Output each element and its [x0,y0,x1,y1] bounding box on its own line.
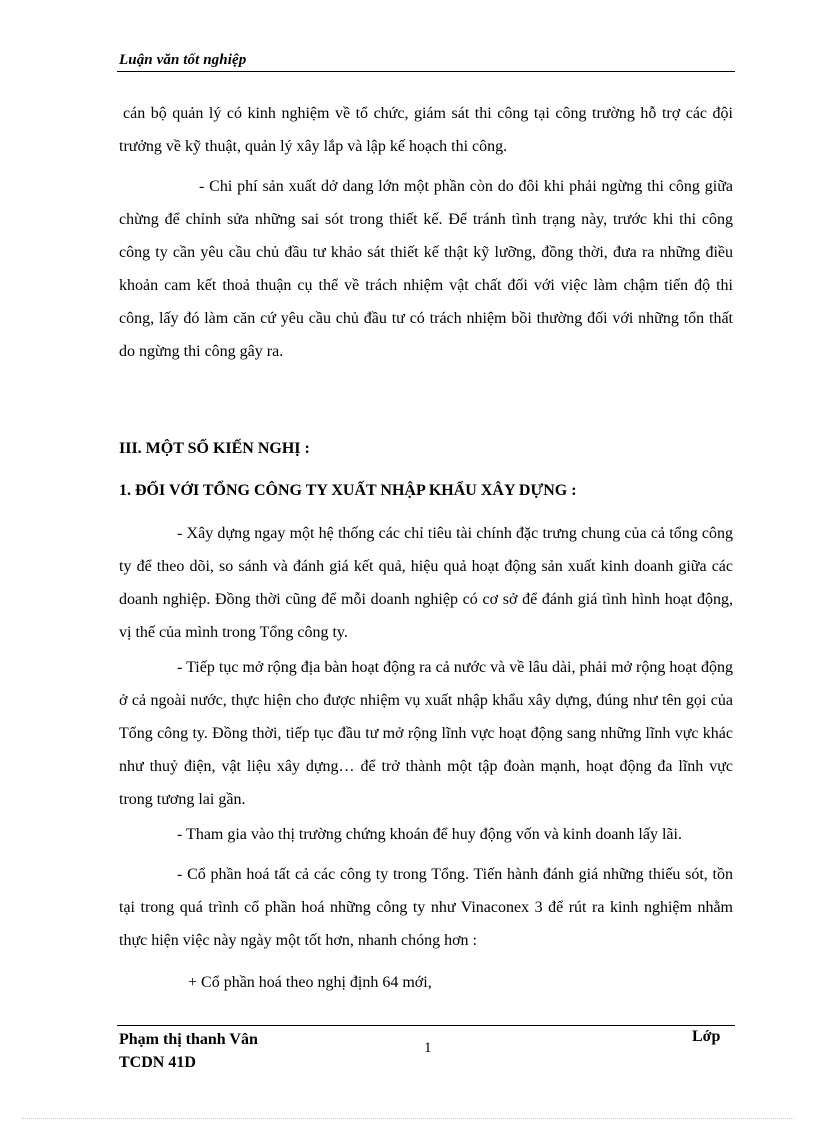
paragraph-text: cán bộ quản lý có kinh nghiệm về tổ chức, giám sát thi công tại công trường hỗ trợ các đội trưởng về kỹ thuật, quản lý xây lắp và lập kế hoạch thi công. [119,105,733,155]
paragraph-6 [119,858,733,957]
subsection-heading: 1. ĐỐI VỚI TỔNG CÔNG TY XUẤT NHẬP KHẨU XÂY DỰNG : [119,482,577,499]
paragraph-text: - Chi phí sản xuất dở dang lớn một phần còn do đôi khi phải ngừng thi công giữa chừng để chỉnh sửa những sai sót trong thiết kế. Để tránh tình trạng này, trước khi thi công công ty cần yêu cầu chủ đầu tư khảo sát thiết kế thật kỹ lưỡng, đồng thời, đưa ra những điều khoản cam kết thoả thuận cụ thể về trách nhiệm vật chất đối với việc làm chậm tiến độ thi công, lấy đó làm căn cứ yêu cầu chủ đầu tư có trách nhiệm bồi thường đối với những tổn thất do ngừng thi công gây ra. [119,178,733,360]
page-number: 1 [424,1040,432,1056]
paragraph-text: - Cổ phần hoá tất cả các công ty trong Tổng. Tiến hành đánh giá những thiếu sót, tồn tại trong quá trình cổ phần hoá những công ty như Vinaconex 3 để rút ra kinh nghiệm nhằm thực hiện việc này ngày một tốt hơn, nhanh chóng hơn : [119,866,733,949]
paragraph-3 [119,517,733,649]
paragraph-text: - Tham gia vào thị trường chứng khoán để huy động vốn và kinh doanh lấy lãi. [177,826,682,843]
paragraph-7 [188,966,728,999]
paragraph-1 [119,97,733,163]
paragraph-text: + Cổ phần hoá theo nghị định 64 mới, [188,974,432,991]
footer-author-name: Phạm thị thanh Vân [119,1031,258,1048]
section-heading: III. MỘT SỐ KIẾN NGHỊ : [119,440,310,457]
running-header-title: Luận văn tốt nghiệp [119,52,247,68]
header-divider [117,71,735,72]
paragraph-text: - Tiếp tục mở rộng địa bàn hoạt động ra cả nước và về lâu dài, phải mở rộng hoạt động ở cả ngoài nước, thực hiện cho được nhiệm vụ xuất nhập khẩu xây dựng, đúng như tên gọi của Tổng công ty. Đồng thời, tiếp tục đầu tư mở rộng lĩnh vực hoạt động sang những lĩnh vực khác như thuỷ điện, vật liệu xây dựng… để trở thành một tập đoàn mạnh, hoạt động đa lĩnh vực trong tương lai gần. [119,659,733,808]
footer-author-class: TCDN 41D [119,1054,196,1071]
paragraph-2 [119,170,733,368]
page-bottom-edge [22,1118,794,1119]
footer-class-label: Lớp [692,1028,721,1045]
footer-divider [117,1025,735,1026]
paragraph-5 [177,818,737,851]
footer-author [119,1028,258,1074]
paragraph-text: - Xây dựng ngay một hệ thống các chỉ tiêu tài chính đặc trưng chung của cả tổng công ty để theo dõi, so sánh và đánh giá kết quả, hiệu quả hoạt động sản xuất kinh doanh giữa các doanh nghiệp. Đồng thời cũng để mỗi doanh nghiệp có cơ sở để đánh giá tình hình hoạt động, vị thế của mình trong Tổng công ty. [119,525,733,641]
paragraph-4 [119,651,733,816]
